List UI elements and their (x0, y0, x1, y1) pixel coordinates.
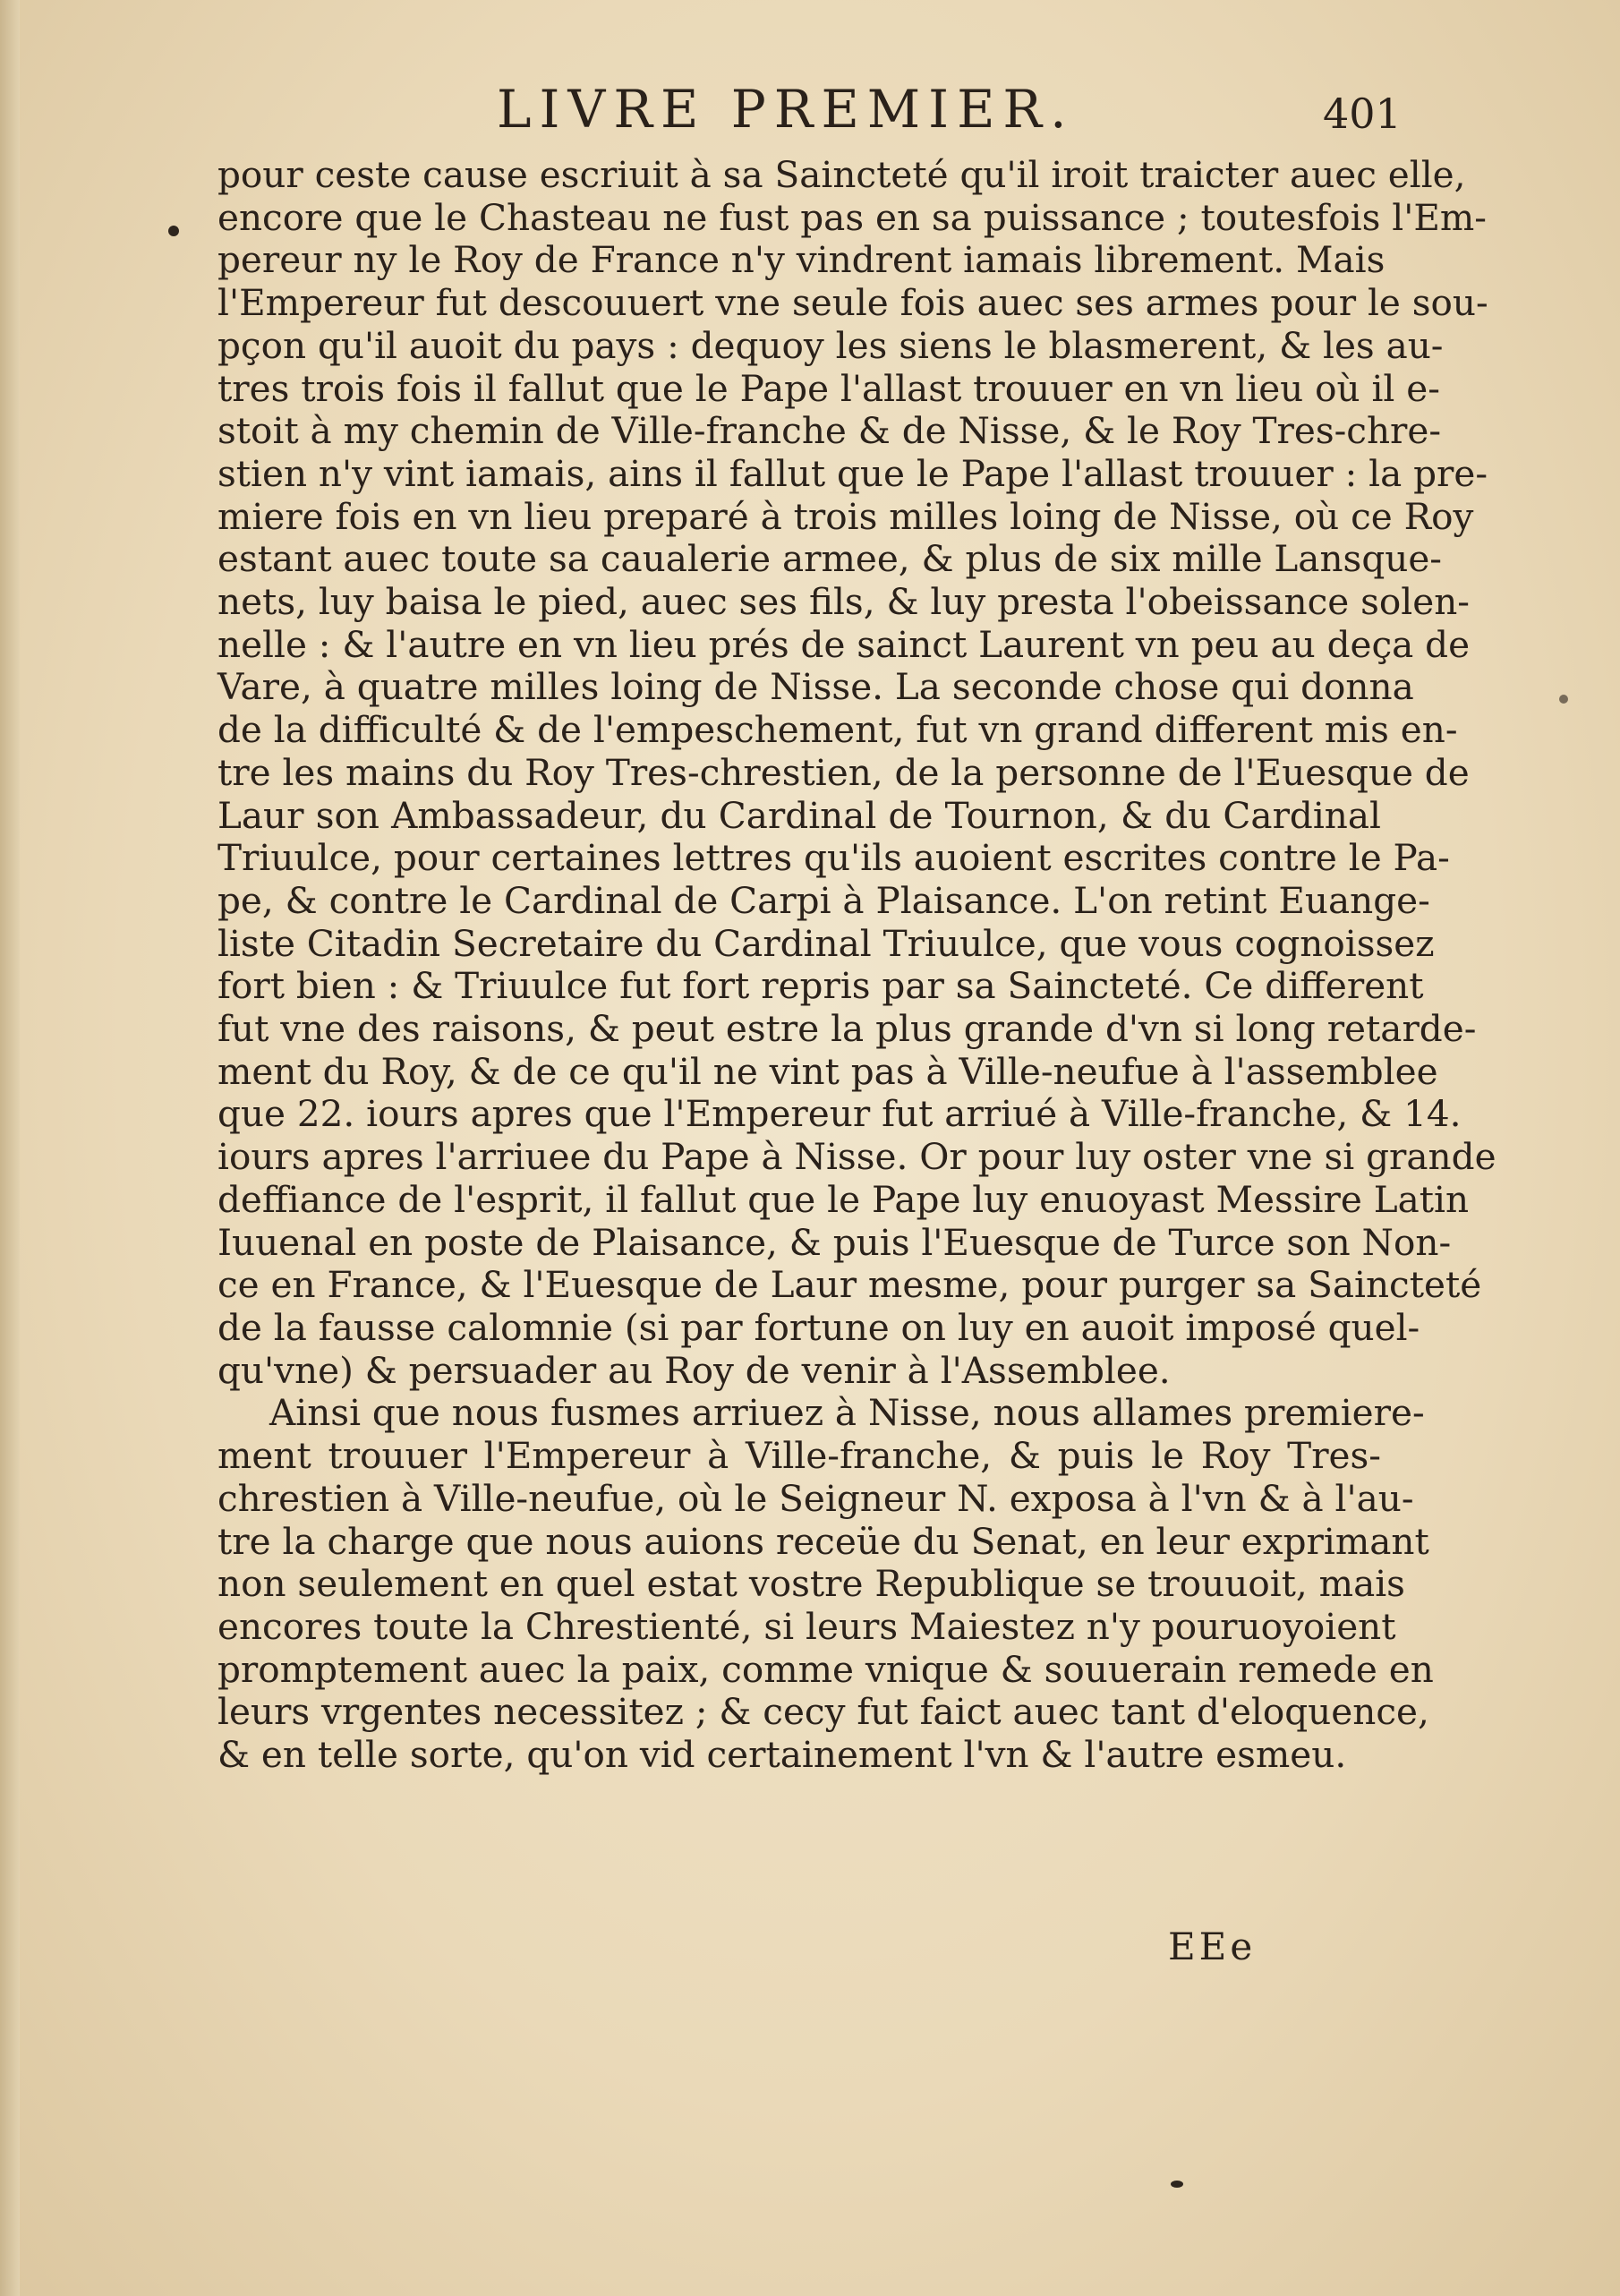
text-line: fut vne des raisons, & peut estre la plus grande d'vn si long retarde- (217, 1007, 1477, 1051)
text-line: fort bien : & Triuulce fut fort repris par sa Saincteté. Ce different (217, 964, 1424, 1008)
text-line: que 22. iours apres que l'Empereur fut arriué à Ville-franche, & 14. (217, 1092, 1462, 1136)
text-line: encores toute la Chrestienté, si leurs Maiestez n'y pouruoyoient (217, 1604, 1396, 1648)
text-line: ment trouuer l'Empereur à Ville-franche, & puis le Roy Tres- (217, 1434, 1381, 1478)
text-line: Vare, à quatre milles loing de Nisse. La seconde chose qui donna (217, 665, 1414, 709)
text-line: estant auec toute sa caualerie armee, & plus de six mille Lansque- (217, 537, 1442, 581)
text-line: l'Empereur fut descouuert vne seule fois auec ses armes pour le sou- (217, 281, 1488, 325)
text-line: promptement auec la paix, comme vnique & souuerain remede en (217, 1647, 1434, 1691)
ink-speck (168, 226, 179, 236)
text-line: nets, luy baisa le pied, auec ses fils, & luy presta l'obeissance solen- (217, 580, 1470, 624)
text-line: ment du Roy, & de ce qu'il ne vint pas à Ville-neufue à l'assemblee (217, 1049, 1438, 1093)
paragraph (217, 1391, 1434, 1777)
running-head: LIVRE PREMIER. (497, 79, 1075, 140)
page-number: 401 (1323, 90, 1402, 138)
catchword: EEe (1168, 1925, 1257, 1968)
text-line: leurs vrgentes necessitez ; & cecy fut faict auec tant d'eloquence, (217, 1690, 1429, 1734)
text-line: tre les mains du Roy Tres-chrestien, de la personne de l'Euesque de (217, 750, 1470, 794)
text-line: pour ceste cause escriuit à sa Saincteté qu'il iroit traicter auec elle, (217, 153, 1466, 196)
text-line: Laur son Ambassadeur, du Cardinal de Tournon, & du Cardinal (217, 793, 1381, 837)
text-line: stien n'y vint iamais, ains il fallut que le Pape l'allast trouuer : la pre- (217, 451, 1488, 495)
ink-speck (1559, 695, 1568, 704)
text-line: deffiance de l'esprit, il fallut que le Pape luy enuoyast Messire Latin (217, 1177, 1470, 1221)
text-line: stoit à my chemin de Ville-franche & de Nisse, & le Roy Tres-chre- (217, 409, 1442, 453)
text-line: tres trois fois il fallut que le Pape l'allast trouuer en vn lieu où il e- (217, 366, 1440, 410)
text-line: iours apres l'arriuee du Pape à Nisse. Or pour luy oster vne si grande (217, 1135, 1496, 1179)
text-line: Ainsi que nous fusmes arriuez à Nisse, nous allames premiere- (269, 1391, 1425, 1435)
text-line: tre la charge que nous auions receüe du Senat, en leur exprimant (217, 1519, 1429, 1563)
text-line: Iuuenal en poste de Plaisance, & puis l'Euesque de Turce son Non- (217, 1220, 1452, 1264)
text-line: Triuulce, pour certaines lettres qu'ils auoient escrites contre le Pa- (217, 836, 1450, 880)
text-line: liste Citadin Secretaire du Cardinal Triuulce, que vous cognoissez (217, 921, 1435, 965)
text-line: nelle : & l'autre en vn lieu prés de sainct Laurent vn peu au deça de (217, 622, 1471, 666)
text-line: de la fausse calomnie (si par fortune on luy en auoit imposé quel- (217, 1305, 1420, 1349)
text-line: ce en France, & l'Euesque de Laur mesme, pour purger sa Saincteté (217, 1263, 1482, 1307)
text-line: chrestien à Ville-neufue, où le Seigneur N. exposa à l'vn & à l'au- (217, 1476, 1414, 1520)
text-line: de la difficulté & de l'empeschement, fut vn grand different mis en- (217, 708, 1458, 752)
text-line: pçon qu'il auoit du pays : dequoy les siens le blasmerent, & les au- (217, 323, 1444, 367)
text-line: qu'vne) & persuader au Roy de venir à l'Assemblee. (217, 1348, 1171, 1392)
paragraph (217, 153, 1496, 1392)
text-line: encore que le Chasteau ne fust pas en sa puissance ; toutesfois l'Em- (217, 195, 1487, 239)
body-text (217, 153, 1496, 1777)
text-line: pereur ny le Roy de France n'y vindrent iamais librement. Mais (217, 238, 1386, 282)
page-gutter-edge (0, 0, 20, 2296)
text-line: pe, & contre le Cardinal de Carpi à Plaisance. L'on retint Euange- (217, 878, 1430, 922)
text-line: miere fois en vn lieu preparé à trois milles loing de Nisse, où ce Roy (217, 494, 1474, 538)
text-line: & en telle sorte, qu'on vid certainement l'vn & l'autre esmeu. (217, 1733, 1347, 1777)
text-line: non seulement en quel estat vostre Republique se trouuoit, mais (217, 1562, 1405, 1606)
ink-speck (1171, 2181, 1183, 2188)
